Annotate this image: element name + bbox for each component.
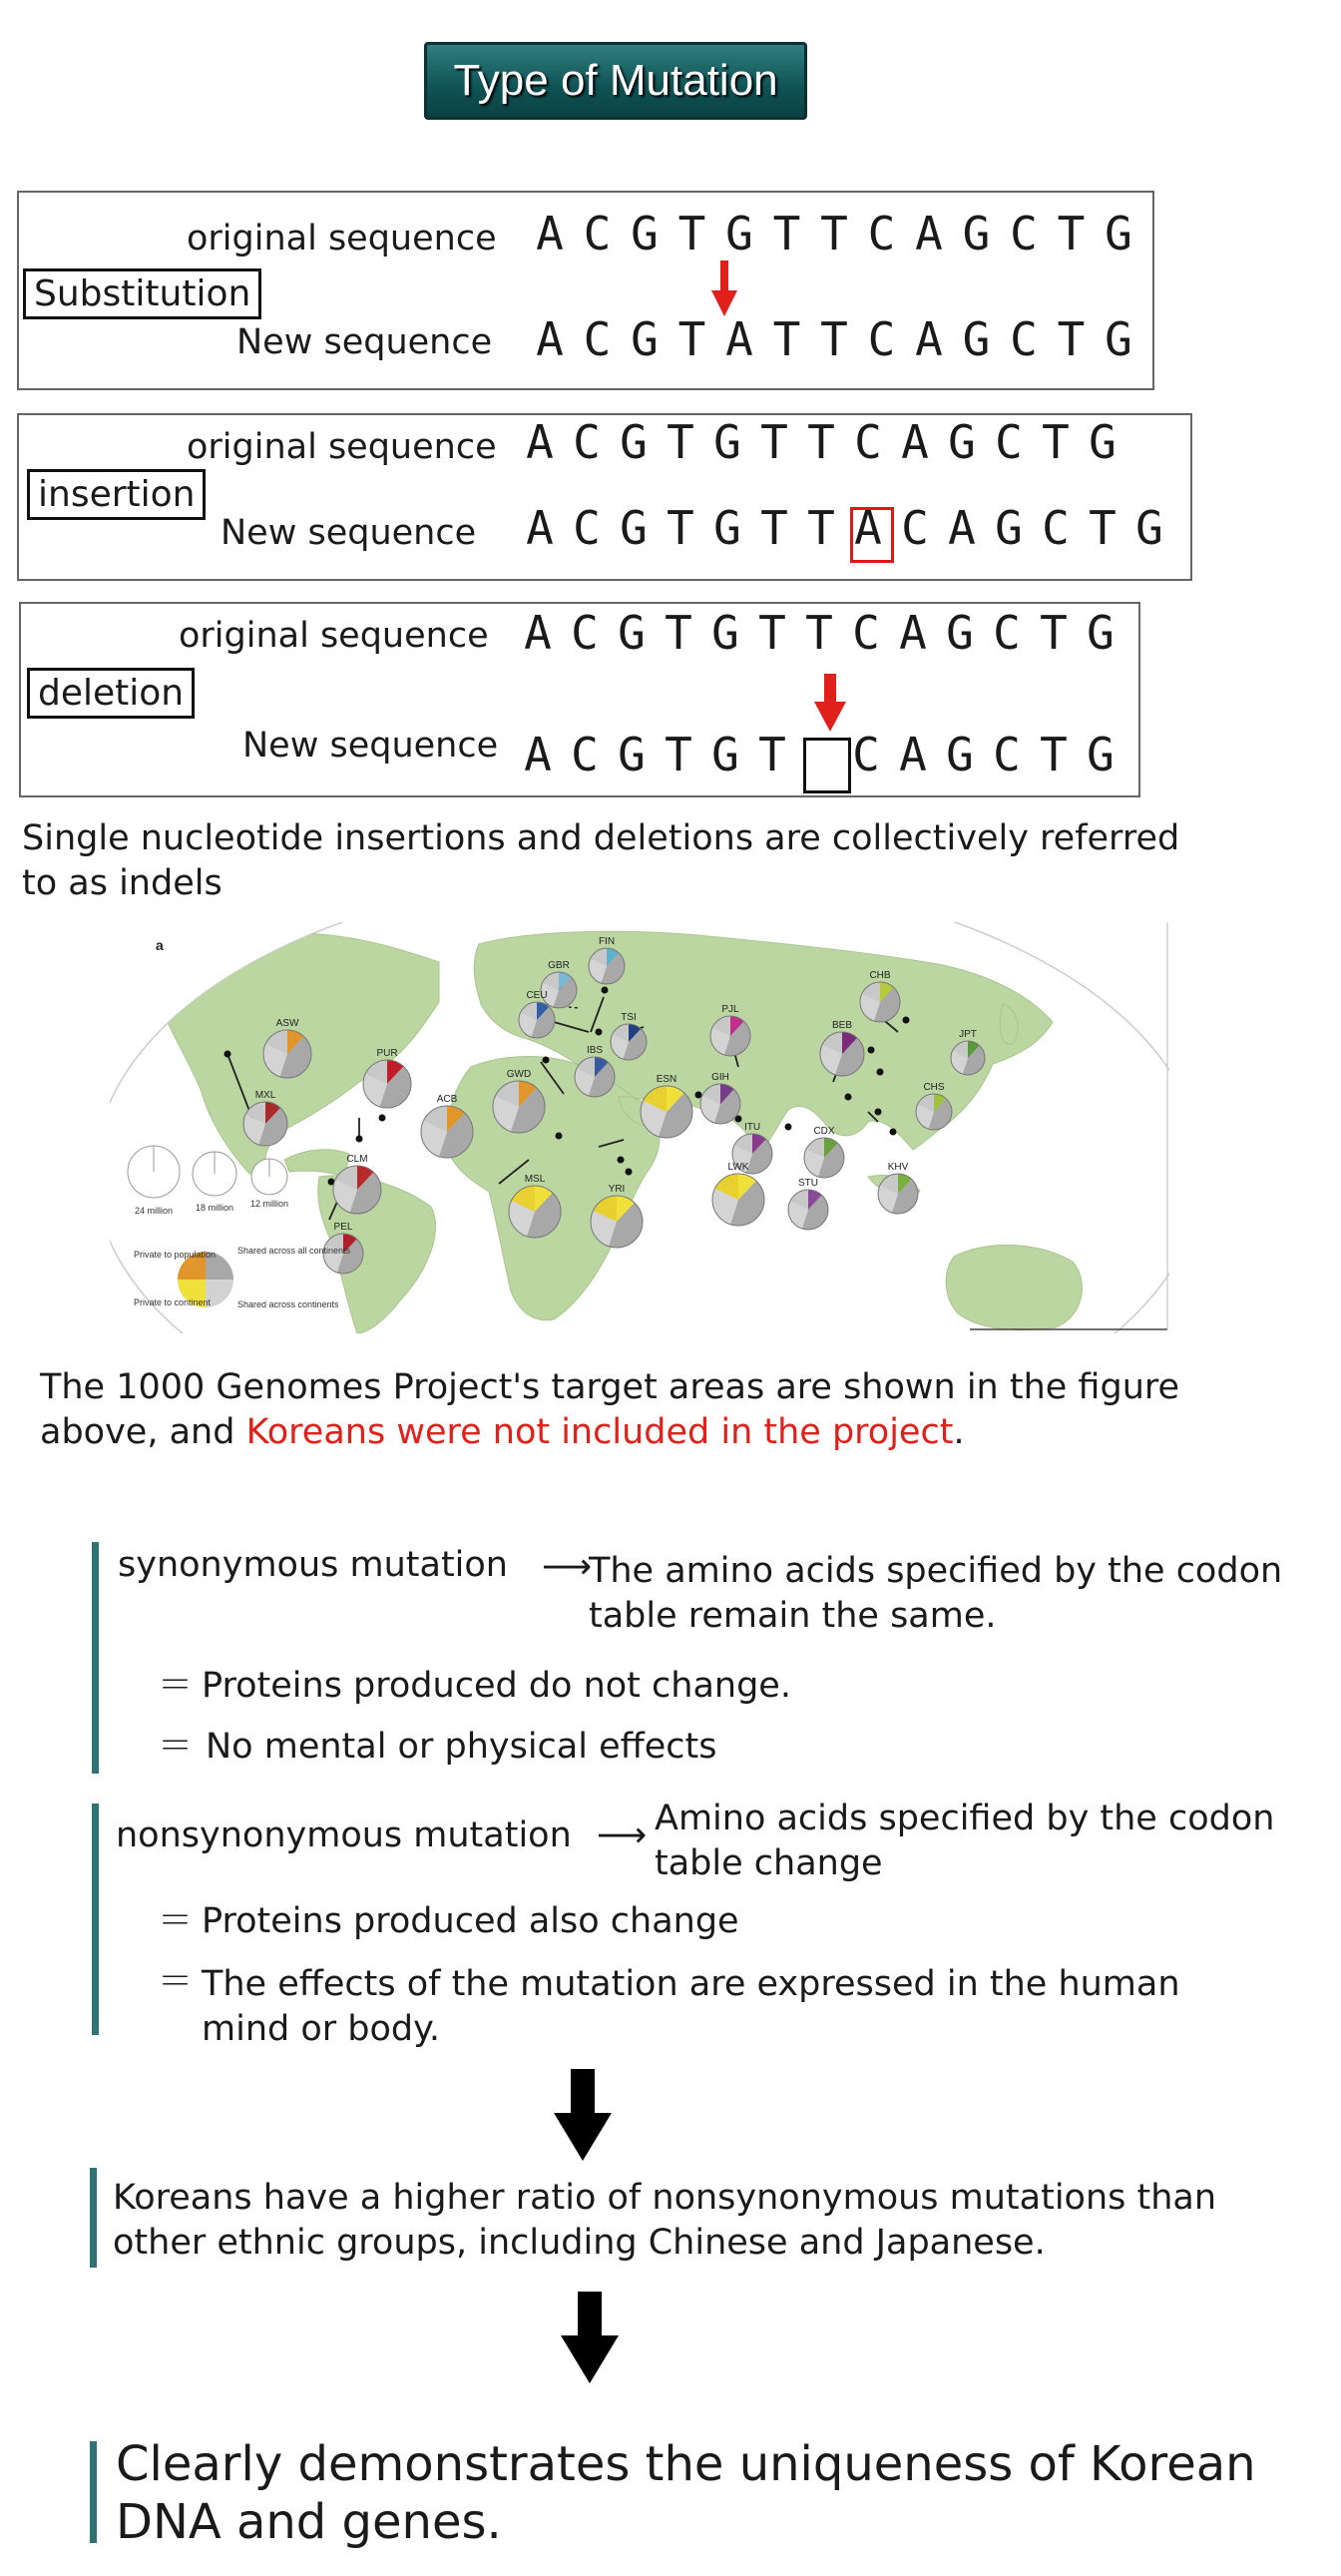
population-label: ASW xyxy=(275,1018,299,1029)
population-map xyxy=(110,922,1169,1333)
nucleotide: C xyxy=(571,728,599,781)
down-arrow-icon xyxy=(561,2292,619,2385)
nucleotide: G xyxy=(620,415,648,469)
nucleotide: C xyxy=(993,728,1021,781)
nucleotide: C xyxy=(571,606,599,660)
nucleotide: A xyxy=(854,501,882,555)
population-label: ACB xyxy=(436,1094,458,1105)
nucleotide: C xyxy=(901,501,929,555)
nucleotide: T xyxy=(667,501,694,555)
population-label: KHV xyxy=(887,1162,909,1173)
nucleotide: C xyxy=(854,415,882,469)
nonsynonymous-fact-effects: The effects of the mutation are expressed in the human mind or body. xyxy=(202,1964,1180,2049)
original-sequence-label: original sequence xyxy=(187,427,497,467)
nucleotide: G xyxy=(713,501,741,555)
nonsynonymous-fact-proteins: Proteins produced also change xyxy=(202,1901,739,1941)
continents xyxy=(150,931,1082,1333)
koreans-excluded-highlight: Koreans were not included in the project xyxy=(245,1412,954,1452)
nucleotide: A xyxy=(915,312,943,366)
population-label: YRI xyxy=(608,1184,626,1195)
pie-khv xyxy=(878,1162,918,1214)
original-sequence-label: original sequence xyxy=(187,219,497,258)
nucleotide: G xyxy=(618,606,646,660)
nucleotide: T xyxy=(667,415,694,469)
nucleotide: G xyxy=(946,606,974,660)
nucleotide: C xyxy=(573,501,601,555)
nucleotide: C xyxy=(583,312,612,366)
deleted-base-gap xyxy=(803,738,851,793)
nucleotide: G xyxy=(713,415,741,469)
population-label: JPT xyxy=(959,1029,977,1040)
nucleotide: T xyxy=(807,501,835,555)
down-arrow-icon xyxy=(554,2069,612,2163)
population-label: STU xyxy=(798,1178,818,1189)
synonymous-definition: The amino acids specified by the codon table remain the same. xyxy=(589,1551,1283,1636)
population-label: IBS xyxy=(586,1045,604,1056)
population-label: CDX xyxy=(813,1126,835,1137)
equals-icon: ＝ xyxy=(158,1727,194,1767)
nucleotide: C xyxy=(993,606,1021,660)
nucleotide: G xyxy=(948,415,976,469)
substitution-tag: Substitution xyxy=(23,268,261,319)
nucleotide: T xyxy=(807,415,835,469)
deletion-tag: deletion xyxy=(27,668,195,719)
nucleotide: C xyxy=(583,207,612,260)
nucleotide: T xyxy=(760,501,788,555)
equals-icon: ＝ xyxy=(158,1666,194,1706)
equals-icon: ＝ xyxy=(158,1962,194,2002)
population-label: TSI xyxy=(621,1012,637,1023)
nucleotide: G xyxy=(618,728,646,781)
insertion-panel xyxy=(17,413,1192,581)
nucleotide: G xyxy=(711,728,739,781)
svg-text:12 million: 12 million xyxy=(249,1199,289,1209)
deletion-arrow-icon xyxy=(814,674,846,734)
nucleotide: T xyxy=(758,728,786,781)
nucleotide: G xyxy=(1087,606,1115,660)
svg-text:Private to population: Private to population xyxy=(134,1250,217,1260)
population-label: BEB xyxy=(831,1020,853,1031)
indels-note: Single nucleotide insertions and deletions are collectively referred to as indels xyxy=(22,818,1180,903)
nucleotide: G xyxy=(962,312,991,366)
nucleotide: G xyxy=(1105,312,1132,366)
population-label: GIH xyxy=(711,1072,729,1083)
nucleotide: G xyxy=(631,312,659,366)
insertion-tag: insertion xyxy=(27,469,206,520)
svg-text:Private to continent: Private to continent xyxy=(134,1297,212,1307)
substitution-panel xyxy=(17,191,1154,390)
population-label: ITU xyxy=(743,1122,761,1133)
nucleotide: C xyxy=(867,207,896,260)
population-label: PEL xyxy=(333,1222,353,1233)
new-sequence-label: New sequence xyxy=(221,513,477,553)
nucleotide: G xyxy=(1089,415,1117,469)
nucleotide: G xyxy=(620,501,648,555)
pie-stu xyxy=(788,1178,828,1230)
nucleotide: C xyxy=(1042,501,1070,555)
nucleotide: A xyxy=(524,728,552,781)
nucleotide: A xyxy=(948,501,976,555)
substitution-arrow-icon xyxy=(709,260,739,318)
nucleotide: A xyxy=(899,606,927,660)
nucleotide: A xyxy=(526,415,554,469)
population-label: MXL xyxy=(254,1090,276,1101)
korean-ratio-text: Koreans have a higher ratio of nonsynonymous mutations than other ethnic groups, including Chinese and Japanese. xyxy=(113,2178,1217,2263)
nucleotide: A xyxy=(536,207,564,260)
conclusion-accent-bar xyxy=(90,2441,97,2543)
nucleotide: G xyxy=(995,501,1023,555)
nucleotide: T xyxy=(1040,606,1068,660)
population-label: CHS xyxy=(923,1082,945,1093)
nucleotide: C xyxy=(1010,312,1038,366)
nonsynonymous-term: nonsynonymous mutation xyxy=(116,1815,572,1855)
population-label: CLM xyxy=(346,1154,368,1165)
nucleotide: A xyxy=(901,415,929,469)
nucleotide: G xyxy=(962,207,991,260)
deletion-panel xyxy=(19,602,1140,797)
nucleotide: T xyxy=(758,606,786,660)
nucleotide: A xyxy=(536,312,564,366)
population-label: GWD xyxy=(506,1069,532,1080)
population-label: MSL xyxy=(524,1174,546,1185)
population-label: PUR xyxy=(376,1048,398,1059)
nucleotide: A xyxy=(915,207,943,260)
nucleotide: T xyxy=(665,606,692,660)
nucleotide: A xyxy=(725,312,753,366)
population-label: LWK xyxy=(727,1162,749,1173)
nucleotide: T xyxy=(665,728,692,781)
page-title: Type of Mutation xyxy=(424,42,807,120)
population-label: GBR xyxy=(548,960,570,971)
svg-text:24 million: 24 million xyxy=(134,1206,174,1216)
nucleotide: G xyxy=(1087,728,1115,781)
color-legend xyxy=(134,1246,351,1309)
nucleotide: T xyxy=(677,207,706,260)
synonymous-term: synonymous mutation xyxy=(118,1545,508,1585)
nucleotide: T xyxy=(805,606,833,660)
nucleotide: G xyxy=(631,207,659,260)
population-label: FIN xyxy=(598,936,616,947)
nonsynonymous-definition: Amino acids specified by the codon table change xyxy=(655,1799,1275,1883)
svg-text:Shared across all continents: Shared across all continents xyxy=(237,1246,351,1256)
nucleotide: T xyxy=(1042,415,1070,469)
arrow-icon: ⟶ xyxy=(597,1815,648,1855)
nucleotide: T xyxy=(820,312,848,366)
nucleotide: G xyxy=(1105,207,1132,260)
equals-icon: ＝ xyxy=(158,1901,194,1941)
nucleotide: T xyxy=(772,207,801,260)
nucleotide: T xyxy=(1040,728,1068,781)
nucleotide: A xyxy=(899,728,927,781)
nucleotide: C xyxy=(867,312,896,366)
nucleotide: T xyxy=(772,312,801,366)
new-sequence-label: New sequence xyxy=(242,726,499,766)
nucleotide: C xyxy=(573,415,601,469)
nucleotide: G xyxy=(725,207,753,260)
conclusion-text: Clearly demonstrates the uniqueness of Korean DNA and genes. xyxy=(116,2436,1256,2550)
synonymous-accent-bar xyxy=(92,1542,99,1774)
population-label: CHB xyxy=(869,970,891,981)
nucleotide: C xyxy=(995,415,1023,469)
korean-ratio-accent-bar xyxy=(90,2168,97,2268)
nucleotide: T xyxy=(677,312,706,366)
population-label: PJL xyxy=(721,1004,739,1015)
nucleotide: G xyxy=(1135,501,1163,555)
map-panel-letter: a xyxy=(156,937,164,953)
nonsynonymous-accent-bar xyxy=(92,1803,99,2035)
nucleotide: C xyxy=(852,728,880,781)
original-sequence-label: original sequence xyxy=(179,616,489,656)
population-label: CEU xyxy=(526,990,548,1001)
arrow-icon: ⟶ xyxy=(542,1547,593,1587)
nucleotide: G xyxy=(711,606,739,660)
synonymous-fact-effects: No mental or physical effects xyxy=(206,1727,717,1767)
nucleotide: T xyxy=(1057,312,1086,366)
nucleotide: G xyxy=(946,728,974,781)
nucleotide: T xyxy=(820,207,848,260)
new-sequence-label: New sequence xyxy=(236,322,493,362)
nucleotide: C xyxy=(852,606,880,660)
population-label: ESN xyxy=(656,1074,677,1085)
nucleotide: A xyxy=(526,501,554,555)
synonymous-fact-proteins: Proteins produced do not change. xyxy=(202,1666,791,1706)
nucleotide: T xyxy=(1089,501,1117,555)
nucleotide: A xyxy=(524,606,552,660)
svg-text:18 million: 18 million xyxy=(195,1203,234,1213)
nucleotide: T xyxy=(760,415,788,469)
nucleotide: C xyxy=(1010,207,1038,260)
project-note: The 1000 Genomes Project's target areas are shown in the figure above, and Koreans were not included in the project. xyxy=(40,1367,1180,1452)
svg-text:Shared across continents: Shared across continents xyxy=(237,1299,339,1309)
nucleotide: T xyxy=(1057,207,1086,260)
